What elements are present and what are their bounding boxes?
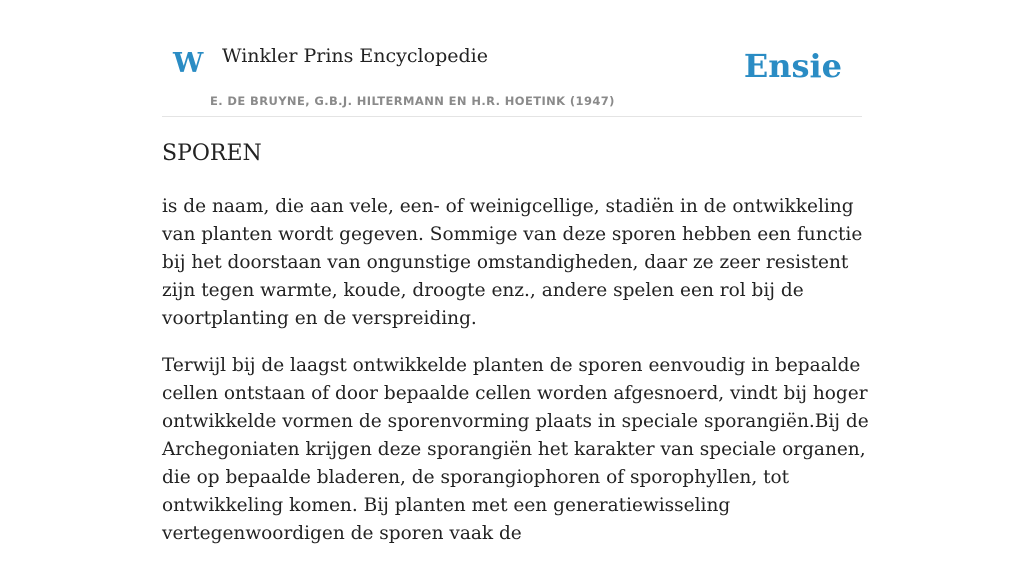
- article-body: [162, 193, 882, 567]
- site-header: [162, 0, 862, 117]
- brand-logo[interactable]: Ensie: [743, 47, 842, 85]
- article-paragraph: Terwijl bij de laagst ontwikkelde planten de sporen eenvoudig in bepaalde cellen ontstaan of door bepaalde cellen worden afgesnoerd, vindt bij hoger ontwikkelde vormen de sporenvorming plaats in speciale sporangiën.Bij de Archegoniaten krijgen deze sporangiën het karakter van speciale organen, die op bepaalde bladeren, de sporangiophoren of sporophyllen, tot ontwikkeling komen. Bij planten met een generatiewisseling vertegenwoordigen de sporen vaak de: [162, 355, 869, 544]
- publication-logo[interactable]: W: [173, 48, 204, 79]
- publication-authors: E. DE BRUYNE, G.B.J. HILTERMANN EN H.R. HOETINK (1947): [210, 94, 615, 108]
- article-title: SPOREN: [162, 141, 262, 166]
- publication-title[interactable]: Winkler Prins Encyclopedie: [222, 45, 488, 67]
- article-paragraph: is de naam, die aan vele, een- of weinigcellige, stadiën in de ontwikkeling van planten wordt gegeven. Sommige van deze sporen hebben een functie bij het doorstaan van ongunstige omstandigheden, daar ze zeer resistent zijn tegen warmte, koude, droogte enz., andere spelen een rol bij de voortplanting en de verspreiding.: [162, 196, 863, 329]
